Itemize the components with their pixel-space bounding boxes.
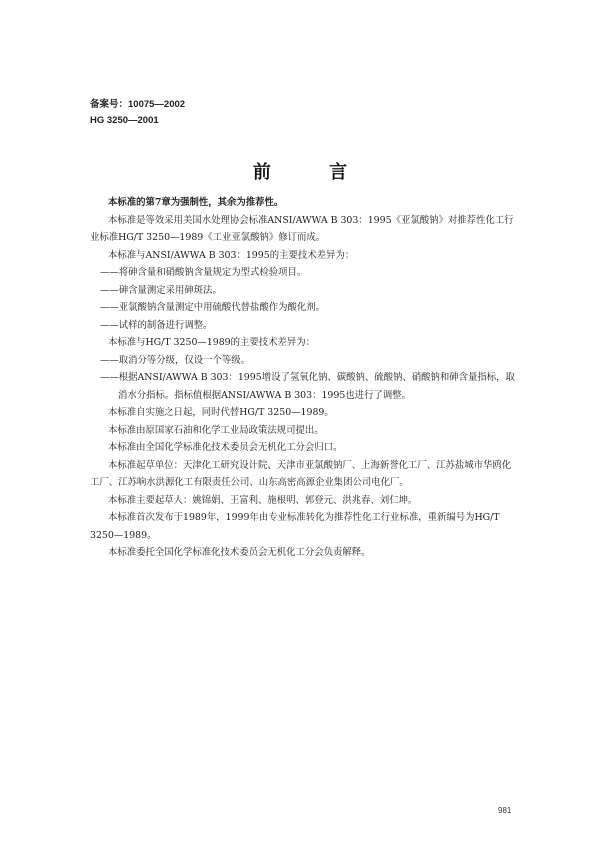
paragraph-interpretation: 本标准委托全国化学标准化技术委员会无机化工分会负责解释。	[108, 547, 371, 558]
list-item: ——亚氯酸钠含量测定中用硫酸代替盐酸作为酸化剂。	[100, 302, 326, 313]
paragraph-drafters: 本标准主要起草人：姚锦娟、王富利、施根明、郭登元、洪兆春、刘仁坤。	[108, 494, 418, 506]
list-item: ——砷含量测定采用砷斑法。	[100, 284, 222, 296]
document-header	[90, 97, 185, 129]
paragraph-adoption: 本标准是等效采用美国水处理协会标准ANSI/AWWA B 303：1995《亚氯酸钠》对推荐性化工行业标准HG/T 3250—1989《工业亚氯酸钠》修订而成。	[90, 214, 514, 243]
paragraph-drafting-units: 本标准起草单位：天津化工研究设计院、天津市亚氯酸钠厂、上海新誉化工厂、江苏盐城市华鸥化工厂、江苏响水洪源化工有限责任公司、山东高密高源企业集团公司电化厂。	[90, 459, 512, 488]
paragraph-diff-hgt-intro: 本标准与HG/T 3250—1989的主要技术差异为：	[108, 337, 316, 348]
standard-number: HG 3250—2001	[90, 115, 159, 126]
list-item: ——根据ANSI/AWWA B 303：1995增设了氢氧化钠、碳酸钠、硫酸钠、硝酸钠和砷含量指标，取消水分指标。指标值根据ANSI/AWWA B 303：1995也进行了调整。	[100, 372, 515, 401]
paragraph-centralized-by: 本标准由全国化学标准化技术委员会无机化工分会归口。	[108, 442, 343, 453]
paragraph-proposed-by: 本标准由原国家石油和化学工业局政策法规司提出。	[108, 424, 324, 436]
list-item: ——试样的制备进行调整。	[100, 319, 213, 331]
paragraph-replacement: 本标准自实施之日起，同时代替HG/T 3250—1989。	[108, 407, 334, 418]
record-number: 备案号：10075—2002	[90, 99, 186, 110]
list-item: ——取消分等分级，仅设一个等级。	[100, 354, 251, 366]
page-number: 981	[498, 806, 512, 815]
paragraph-diff-awwa-intro: 本标准与ANSI/AWWA B 303：1995的主要技术差异为：	[108, 249, 355, 261]
foreword-body	[90, 194, 518, 562]
list-item: ——将砷含量和硝酸钠含量规定为型式检验项目。	[100, 267, 307, 278]
page-title: 前 言	[252, 162, 374, 183]
paragraph-history: 本标准首次发布于1989年，1999年由专业标准转化为推荐性化工行业标准，重新编号为HG/T 3250—1989。	[90, 512, 500, 541]
paragraph-mandatory-note: 本标准的第7章为强制性，其余为推荐性。	[108, 197, 284, 208]
